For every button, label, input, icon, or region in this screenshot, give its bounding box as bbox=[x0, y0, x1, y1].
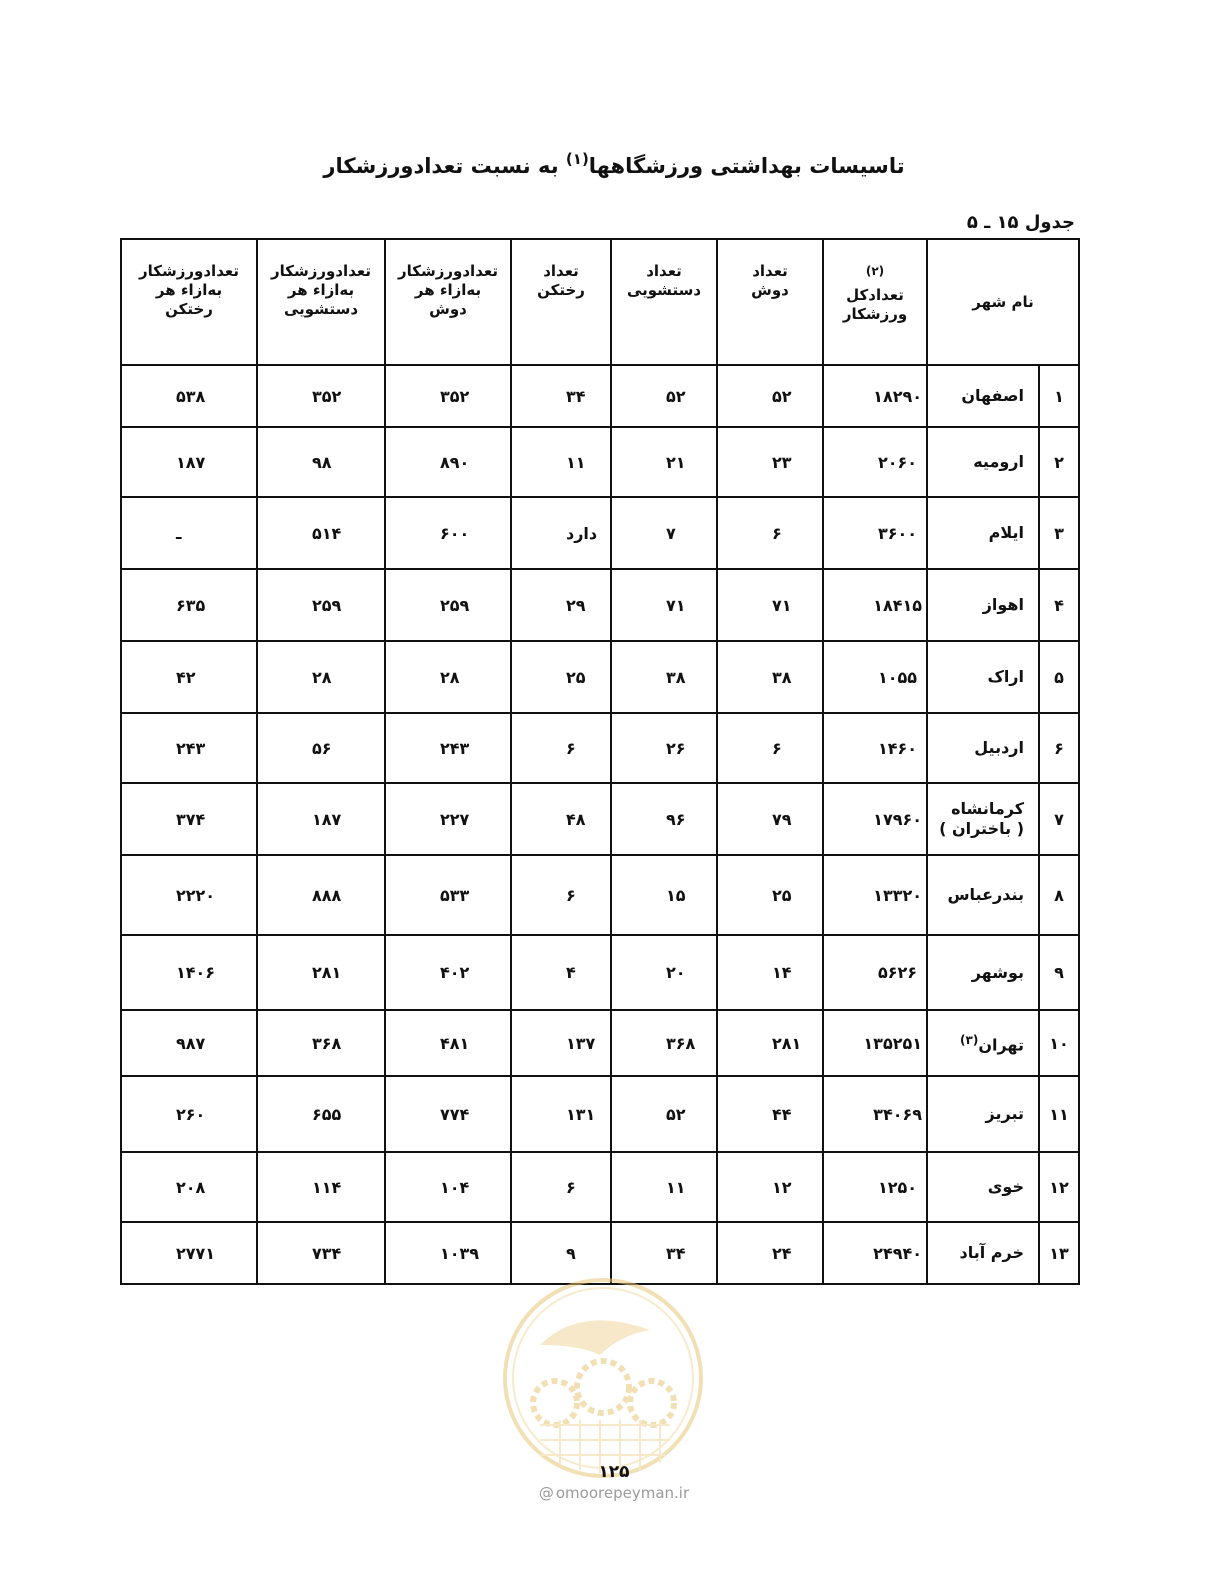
cell-athletes-per-shower: ۵۳۳ bbox=[385, 855, 511, 935]
cell-athletes-per-toilet: ۳۶۸ bbox=[257, 1010, 385, 1076]
cell-showers: ۲۴ bbox=[717, 1222, 823, 1284]
table-row bbox=[121, 783, 1079, 855]
city-name: خوی bbox=[987, 1177, 1024, 1196]
cell-showers: ۴۴ bbox=[717, 1076, 823, 1152]
cell-city bbox=[927, 1010, 1039, 1076]
table-row bbox=[121, 569, 1079, 641]
cell-showers: ۶ bbox=[717, 497, 823, 569]
cell-row-number: ۲ bbox=[1039, 427, 1079, 497]
city-name: ارومیه bbox=[973, 452, 1024, 471]
cell-row-number: ۱۲ bbox=[1039, 1152, 1079, 1222]
cell-toilets: ۳۸ bbox=[611, 641, 717, 713]
cell-city bbox=[927, 569, 1039, 641]
cell-athletes-per-shower: ۴۸۱ bbox=[385, 1010, 511, 1076]
col-header-total-athletes bbox=[823, 239, 927, 365]
cell-row-number: ۶ bbox=[1039, 713, 1079, 783]
table-row bbox=[121, 1076, 1079, 1152]
cell-athletes-per-shower: ۱۰۴ bbox=[385, 1152, 511, 1222]
table-container bbox=[120, 238, 1078, 1285]
cell-total-athletes: ۳۴۰۶۹ bbox=[823, 1076, 927, 1152]
cell-total-athletes: ۵۶۲۶ bbox=[823, 935, 927, 1010]
cell-toilets: ۳۶۸ bbox=[611, 1010, 717, 1076]
cell-row-number: ۴ bbox=[1039, 569, 1079, 641]
table-body bbox=[121, 365, 1079, 1284]
cell-athletes-per-shower: ۸۹۰ bbox=[385, 427, 511, 497]
city-name: بوشهر bbox=[971, 962, 1024, 982]
cell-athletes-per-shower: ۷۷۴ bbox=[385, 1076, 511, 1152]
table-row bbox=[121, 935, 1079, 1010]
at-sign-icon: @ bbox=[538, 1484, 554, 1502]
cell-total-athletes: ۱۳۵۲۵۱ bbox=[823, 1010, 927, 1076]
cell-row-number: ۱۰ bbox=[1039, 1010, 1079, 1076]
cell-total-athletes: ۱۸۲۹۰ bbox=[823, 365, 927, 427]
cell-toilets: ۲۰ bbox=[611, 935, 717, 1010]
cell-changing-rooms: ۶ bbox=[511, 1152, 611, 1222]
cell-toilets: ۳۴ bbox=[611, 1222, 717, 1284]
city-name: ایلام bbox=[988, 523, 1024, 542]
cell-total-athletes: ۱۰۵۵ bbox=[823, 641, 927, 713]
cell-changing-rooms: ۹ bbox=[511, 1222, 611, 1284]
page-title bbox=[0, 150, 1228, 178]
cell-athletes-per-toilet: ۶۵۵ bbox=[257, 1076, 385, 1152]
cell-row-number: ۵ bbox=[1039, 641, 1079, 713]
table-row bbox=[121, 1010, 1079, 1076]
data-table bbox=[120, 238, 1080, 1285]
city-name: اصفهان bbox=[961, 386, 1024, 405]
cell-row-number: ۱۱ bbox=[1039, 1076, 1079, 1152]
cell-toilets: ۲۱ bbox=[611, 427, 717, 497]
cell-city bbox=[927, 713, 1039, 783]
cell-city bbox=[927, 1152, 1039, 1222]
city-name: اردبیل bbox=[974, 738, 1024, 757]
title-text-after: به نسبت تعدادورزشکار bbox=[323, 154, 566, 178]
cell-athletes-per-changing-room: ۲۶۰ bbox=[121, 1076, 257, 1152]
cell-athletes-per-toilet: ۲۸ bbox=[257, 641, 385, 713]
cell-athletes-per-toilet: ۱۸۷ bbox=[257, 783, 385, 855]
cell-showers: ۷۹ bbox=[717, 783, 823, 855]
col-header-toilets: تعداد دستشویی bbox=[611, 239, 717, 365]
cell-row-number: ۹ bbox=[1039, 935, 1079, 1010]
cell-athletes-per-toilet: ۸۸۸ bbox=[257, 855, 385, 935]
cell-athletes-per-changing-room: ۳۷۴ bbox=[121, 783, 257, 855]
cell-athletes-per-shower: ۶۰۰ bbox=[385, 497, 511, 569]
city-name: تبریز bbox=[985, 1104, 1024, 1123]
cell-athletes-per-shower: ۲۲۷ bbox=[385, 783, 511, 855]
cell-athletes-per-changing-room: ۱۴۰۶ bbox=[121, 935, 257, 1010]
cell-athletes-per-changing-room: ـ bbox=[121, 497, 257, 569]
cell-toilets: ۹۶ bbox=[611, 783, 717, 855]
col-header-city: نام شهر bbox=[927, 239, 1079, 365]
cell-city bbox=[927, 1076, 1039, 1152]
col-header-showers: تعداد دوش bbox=[717, 239, 823, 365]
cell-toilets: ۲۶ bbox=[611, 713, 717, 783]
cell-changing-rooms: ۲۹ bbox=[511, 569, 611, 641]
cell-athletes-per-toilet: ۵۱۴ bbox=[257, 497, 385, 569]
cell-changing-rooms: ۱۳۱ bbox=[511, 1076, 611, 1152]
total-athletes-footnote: (۲) bbox=[865, 264, 885, 278]
cell-changing-rooms: ۶ bbox=[511, 713, 611, 783]
cell-athletes-per-toilet: ۲۵۹ bbox=[257, 569, 385, 641]
cell-showers: ۵۲ bbox=[717, 365, 823, 427]
cell-row-number: ۱۳ bbox=[1039, 1222, 1079, 1284]
cell-city bbox=[927, 641, 1039, 713]
cell-total-athletes: ۱۴۶۰ bbox=[823, 713, 927, 783]
col-header-athletes-per-changing-room: تعدادورزشکار به‌ازاء هر رختکن bbox=[121, 239, 257, 365]
cell-showers: ۳۸ bbox=[717, 641, 823, 713]
city-name: بندرعباس bbox=[947, 885, 1024, 904]
cell-showers: ۱۲ bbox=[717, 1152, 823, 1222]
watermark-logo-icon bbox=[500, 1275, 706, 1481]
table-row bbox=[121, 427, 1079, 497]
cell-toilets: ۵۲ bbox=[611, 365, 717, 427]
cell-total-athletes: ۳۶۰۰ bbox=[823, 497, 927, 569]
cell-total-athletes: ۲۴۹۴۰ bbox=[823, 1222, 927, 1284]
col-header-athletes-per-shower: تعدادورزشکار به‌ازاء هر دوش bbox=[385, 239, 511, 365]
cell-athletes-per-changing-room: ۹۸۷ bbox=[121, 1010, 257, 1076]
cell-athletes-per-toilet: ۷۳۴ bbox=[257, 1222, 385, 1284]
cell-total-athletes: ۱۲۵۰ bbox=[823, 1152, 927, 1222]
cell-athletes-per-changing-room: ۵۳۸ bbox=[121, 365, 257, 427]
cell-toilets: ۱۱ bbox=[611, 1152, 717, 1222]
cell-athletes-per-shower: ۱۰۳۹ bbox=[385, 1222, 511, 1284]
cell-athletes-per-shower: ۲۴۳ bbox=[385, 713, 511, 783]
table-row bbox=[121, 497, 1079, 569]
cell-athletes-per-changing-room: ۲۴۳ bbox=[121, 713, 257, 783]
cell-changing-rooms: ۴۸ bbox=[511, 783, 611, 855]
title-footnote: (۱) bbox=[565, 150, 589, 168]
title-text-before: تاسیسات بهداشتی ورزشگاهها bbox=[588, 154, 905, 178]
cell-changing-rooms: ۱۱ bbox=[511, 427, 611, 497]
cell-showers: ۱۴ bbox=[717, 935, 823, 1010]
city-footnote: (۳) bbox=[960, 1033, 979, 1048]
cell-athletes-per-toilet: ۲۸۱ bbox=[257, 935, 385, 1010]
cell-athletes-per-changing-room: ۲۲۲۰ bbox=[121, 855, 257, 935]
cell-athletes-per-changing-room: ۲۰۸ bbox=[121, 1152, 257, 1222]
city-name: اراک bbox=[987, 667, 1024, 686]
site-url-text: omoorepeyman.ir bbox=[555, 1484, 690, 1502]
cell-row-number: ۸ bbox=[1039, 855, 1079, 935]
cell-total-athletes: ۱۷۹۶۰ bbox=[823, 783, 927, 855]
city-name: اهواز bbox=[982, 595, 1024, 614]
header-row bbox=[121, 239, 1079, 365]
cell-city bbox=[927, 855, 1039, 935]
cell-athletes-per-toilet: ۳۵۲ bbox=[257, 365, 385, 427]
cell-city bbox=[927, 365, 1039, 427]
cell-row-number: ۱ bbox=[1039, 365, 1079, 427]
table-row bbox=[121, 855, 1079, 935]
cell-total-athletes: ۱۳۳۲۰ bbox=[823, 855, 927, 935]
table-row bbox=[121, 1152, 1079, 1222]
cell-athletes-per-toilet: ۵۶ bbox=[257, 713, 385, 783]
cell-total-athletes: ۲۰۶۰ bbox=[823, 427, 927, 497]
cell-toilets: ۷۱ bbox=[611, 569, 717, 641]
cell-row-number: ۷ bbox=[1039, 783, 1079, 855]
table-label: جدول ۱۵ ـ ۵ bbox=[966, 212, 1075, 233]
col-header-changing-rooms: تعداد رختکن bbox=[511, 239, 611, 365]
cell-athletes-per-shower: ۲۸ bbox=[385, 641, 511, 713]
cell-athletes-per-toilet: ۹۸ bbox=[257, 427, 385, 497]
col-header-athletes-per-toilet: تعدادورزشکار به‌ازاء هر دستشویی bbox=[257, 239, 385, 365]
cell-athletes-per-shower: ۴۰۲ bbox=[385, 935, 511, 1010]
cell-city bbox=[927, 497, 1039, 569]
cell-city bbox=[927, 935, 1039, 1010]
total-athletes-label: تعدادکل ورزشکار bbox=[842, 286, 908, 323]
cell-changing-rooms: ۳۴ bbox=[511, 365, 611, 427]
cell-athletes-per-changing-room: ۴۲ bbox=[121, 641, 257, 713]
page-number: ۱۲۵ bbox=[598, 1462, 630, 1482]
cell-athletes-per-changing-room: ۱۸۷ bbox=[121, 427, 257, 497]
cell-showers: ۲۳ bbox=[717, 427, 823, 497]
cell-changing-rooms: دارد bbox=[511, 497, 611, 569]
cell-toilets: ۷ bbox=[611, 497, 717, 569]
cell-city bbox=[927, 1222, 1039, 1284]
city-name: تهران bbox=[978, 1035, 1024, 1055]
table-row bbox=[121, 713, 1079, 783]
cell-showers: ۶ bbox=[717, 713, 823, 783]
table-row bbox=[121, 641, 1079, 713]
cell-toilets: ۱۵ bbox=[611, 855, 717, 935]
cell-showers: ۲۵ bbox=[717, 855, 823, 935]
cell-showers: ۲۸۱ bbox=[717, 1010, 823, 1076]
cell-city bbox=[927, 783, 1039, 855]
city-name: کرمانشاه ( باختران ) bbox=[939, 799, 1024, 838]
cell-toilets: ۵۲ bbox=[611, 1076, 717, 1152]
cell-showers: ۷۱ bbox=[717, 569, 823, 641]
cell-city bbox=[927, 427, 1039, 497]
cell-row-number: ۳ bbox=[1039, 497, 1079, 569]
cell-athletes-per-changing-room: ۶۳۵ bbox=[121, 569, 257, 641]
cell-athletes-per-shower: ۳۵۲ bbox=[385, 365, 511, 427]
cell-changing-rooms: ۲۵ bbox=[511, 641, 611, 713]
cell-total-athletes: ۱۸۴۱۵ bbox=[823, 569, 927, 641]
table-row bbox=[121, 365, 1079, 427]
cell-changing-rooms: ۱۳۷ bbox=[511, 1010, 611, 1076]
site-url bbox=[0, 1484, 1228, 1502]
city-name: خرم آباد bbox=[959, 1243, 1024, 1262]
cell-athletes-per-toilet: ۱۱۴ bbox=[257, 1152, 385, 1222]
cell-changing-rooms: ۴ bbox=[511, 935, 611, 1010]
cell-athletes-per-shower: ۲۵۹ bbox=[385, 569, 511, 641]
cell-athletes-per-changing-room: ۲۷۷۱ bbox=[121, 1222, 257, 1284]
cell-changing-rooms: ۶ bbox=[511, 855, 611, 935]
